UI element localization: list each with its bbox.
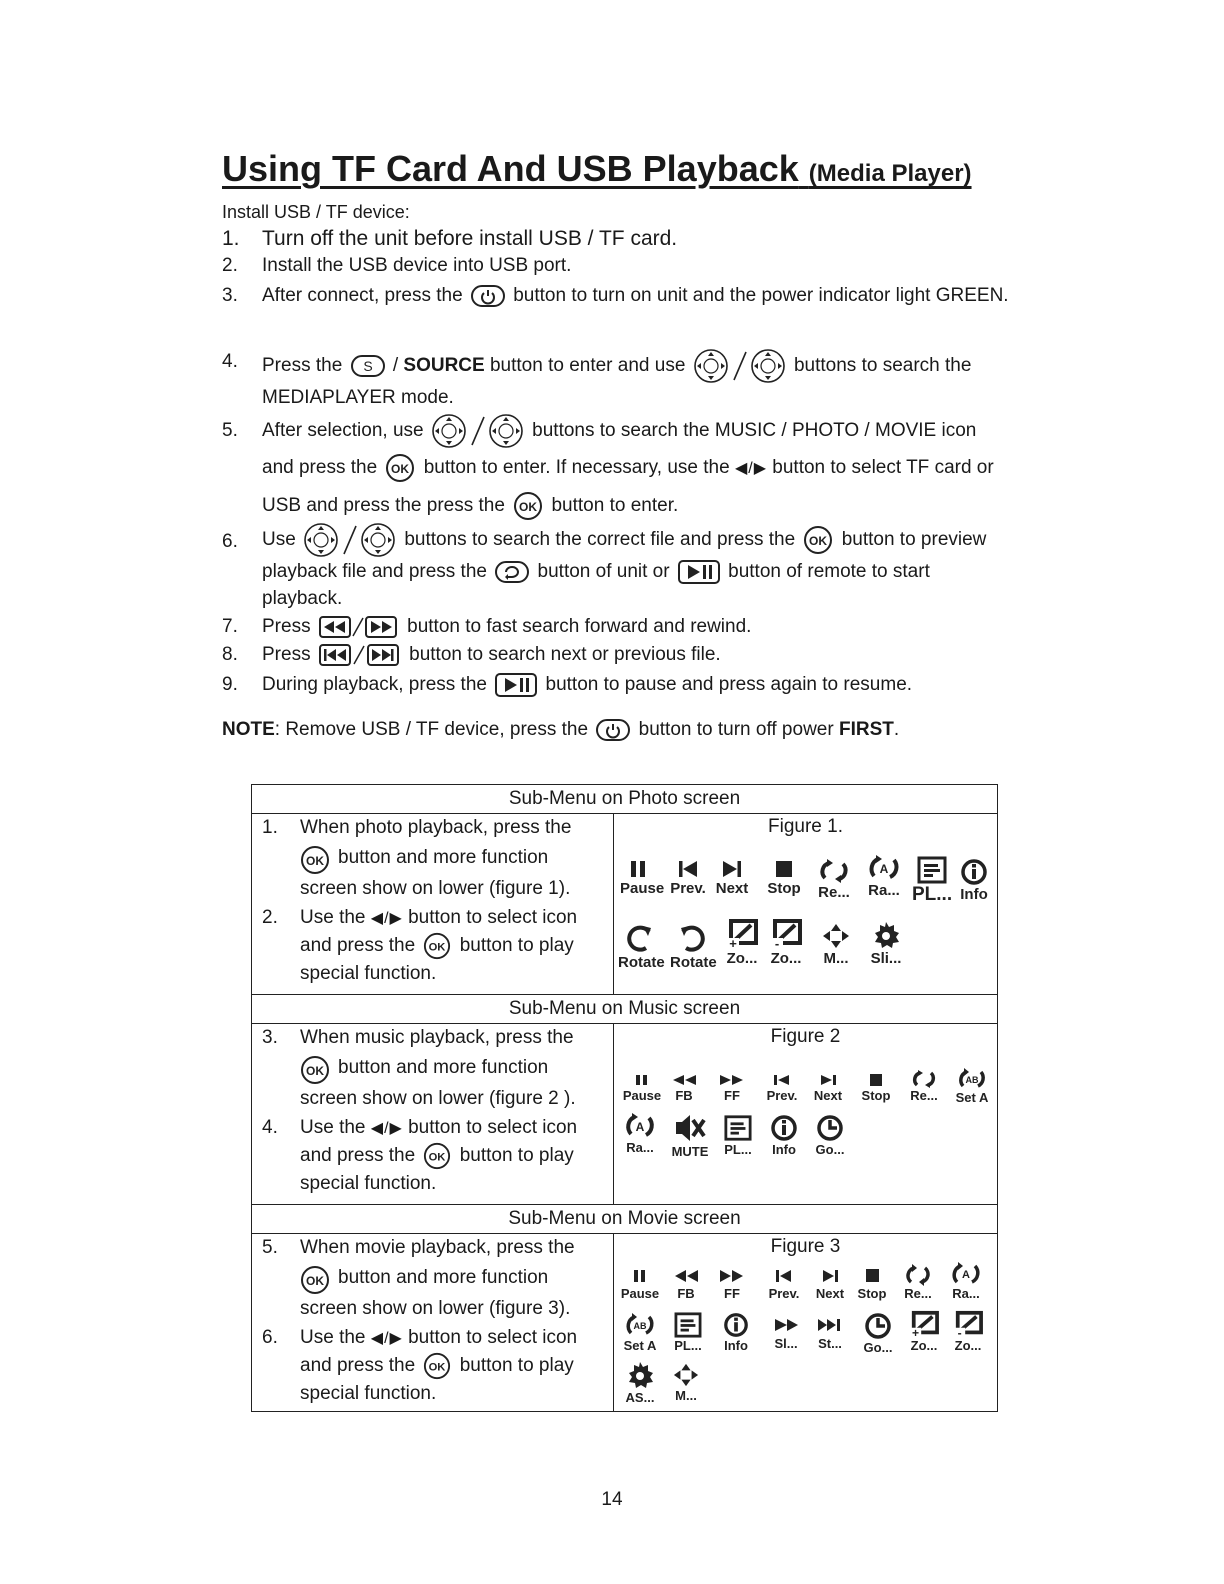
zoom-out-icon: - Zo... xyxy=(766,918,806,967)
svg-text:A: A xyxy=(962,1269,970,1281)
step-7: 7. Press button to fast search forward and rewind. xyxy=(222,616,752,637)
set-ab-repeat-icon: AB Set A xyxy=(950,1068,994,1105)
navigation-pad-icon xyxy=(694,348,786,384)
svg-text:OK: OK xyxy=(519,499,538,514)
music-submenu-header: Sub-Menu on Music screen xyxy=(252,995,997,1024)
movie-item-5: 5. When movie playback, press the OK button and more function screen show on lower (figure 3). xyxy=(262,1237,575,1319)
music-item-4: 4. Use the ◀/▶ button to select icon and press the OK button to play special function. xyxy=(262,1117,578,1194)
repeat-icon: Re... xyxy=(898,1264,938,1301)
playlist-icon: PL... xyxy=(718,1114,758,1157)
ok-button-icon xyxy=(300,845,330,875)
zoom-out-icon: - Zo... xyxy=(948,1310,988,1353)
svg-text:OK: OK xyxy=(429,1361,446,1374)
svg-text:OK: OK xyxy=(429,1151,446,1164)
music-item-3: 3. When music playback, press the OK button and more function screen show on lower (figure 2 ). xyxy=(262,1027,576,1109)
info-icon: Info xyxy=(956,858,992,903)
movie-item-6: 6. Use the ◀/▶ button to select icon and press the OK button to play special function. xyxy=(262,1327,578,1404)
step-forward-icon: St... xyxy=(810,1314,850,1351)
previous-icon: Prev. xyxy=(762,1072,802,1103)
previous-icon: Prev. xyxy=(670,858,706,897)
play-pause-button-icon xyxy=(678,560,720,584)
power-button-icon xyxy=(471,285,505,307)
photo-item-1: 1. When photo playback, press the OK button and more function screen show on lower (figure 1). xyxy=(262,817,572,899)
step-8: 8. Press button to search next or previous file. xyxy=(222,644,721,665)
source-s-button-icon xyxy=(351,355,385,377)
navigation-pad-icon xyxy=(432,413,524,449)
figure-1 xyxy=(614,814,997,994)
svg-text:+: + xyxy=(729,936,737,950)
ok-button-icon xyxy=(423,1352,451,1380)
page-number: 14 xyxy=(601,1489,623,1510)
enter-return-button-icon xyxy=(495,561,529,583)
left-right-arrows-icon: ◀/▶ xyxy=(734,460,767,477)
figure-3-title: Figure 3 xyxy=(770,1236,841,1257)
step-2: 2. Install the USB device into USB port. xyxy=(222,255,572,276)
figure-1-title: Figure 1. xyxy=(768,816,843,837)
step-5: 5. After selection, use buttons to search the MUSIC / PHOTO / MOVIE icon and press the OK button to enter. If necessary, use the ◀/▶ button to select TF card or USB and press the press the OK button to enter. xyxy=(222,412,1012,524)
photo-submenu-row xyxy=(252,814,997,995)
svg-text:-: - xyxy=(957,1326,962,1338)
ok-button-icon xyxy=(423,932,451,960)
svg-text:OK: OK xyxy=(391,461,410,476)
play-pause-button-icon xyxy=(495,673,537,697)
goto-time-icon: Go... xyxy=(858,1312,898,1355)
stop-icon: Stop xyxy=(766,858,802,897)
rewind-forward-buttons-icon xyxy=(319,616,399,638)
prev-next-buttons-icon xyxy=(319,644,401,666)
random-icon: A Ra... xyxy=(946,1262,986,1301)
next-icon: Next xyxy=(808,1072,848,1103)
fast-forward-icon: FF xyxy=(714,1266,750,1301)
pause-icon: Pause xyxy=(622,1072,662,1103)
zoom-in-icon: + Zo... xyxy=(722,918,762,967)
ok-button-icon xyxy=(300,1055,330,1085)
fast-forward-icon: FF xyxy=(714,1072,750,1103)
playlist-icon: PL... xyxy=(912,856,952,906)
step-9: 9. During playback, press the button to pause and press again to resume. xyxy=(222,674,913,695)
move-icon: M... xyxy=(818,922,854,967)
move-icon: M... xyxy=(668,1362,704,1403)
photo-submenu-header: Sub-Menu on Photo screen xyxy=(252,785,997,814)
step-4: 4. Press the S / SOURCE button to enter and use buttons to search the MEDIAPLAYER mode. xyxy=(222,348,1012,411)
step-1: 1. Turn off the unit before install USB / TF card. xyxy=(222,227,678,250)
navigation-pad-icon xyxy=(304,522,396,558)
mute-icon: MUTE xyxy=(670,1112,710,1159)
svg-text:AB: AB xyxy=(633,1321,647,1331)
slow-forward-icon: Sl... xyxy=(766,1314,806,1351)
svg-text:OK: OK xyxy=(809,534,828,548)
ok-button-icon xyxy=(300,1265,330,1295)
previous-icon: Prev. xyxy=(764,1266,804,1301)
svg-text:A: A xyxy=(635,1120,645,1134)
svg-text:OK: OK xyxy=(306,1064,324,1078)
submenu-table xyxy=(251,784,998,1412)
set-ab-repeat-icon: AB Set A xyxy=(620,1312,660,1353)
movie-submenu-row xyxy=(252,1234,997,1411)
page-subtitle: (Media Player) xyxy=(808,160,972,187)
left-right-arrows-icon: ◀/▶ xyxy=(370,1330,403,1347)
ok-button-icon xyxy=(423,1142,451,1170)
svg-text:OK: OK xyxy=(306,1274,324,1288)
zoom-in-icon: + Zo... xyxy=(904,1310,944,1353)
left-right-arrows-icon: ◀/▶ xyxy=(370,910,403,927)
step-6: 6. Use buttons to search the correct file and press the OK button to preview playback file and press the button of unit or button of remote to start playback. xyxy=(222,522,1012,612)
ok-button-icon xyxy=(513,491,543,521)
next-icon: Next xyxy=(714,858,750,897)
playlist-icon: PL... xyxy=(670,1312,706,1353)
movie-submenu-header: Sub-Menu on Movie screen xyxy=(252,1205,997,1234)
fast-backward-icon: FB xyxy=(668,1266,704,1301)
rotate-left-icon: Rotate xyxy=(618,922,662,971)
pause-icon: Pause xyxy=(620,1266,660,1301)
repeat-icon: Re... xyxy=(904,1070,944,1103)
info-icon: Info xyxy=(764,1114,804,1157)
figure-2-title: Figure 2 xyxy=(770,1026,841,1047)
svg-text:A: A xyxy=(879,862,889,876)
repeat-icon: Re... xyxy=(814,858,854,901)
slideshow-settings-icon: Sli... xyxy=(866,920,906,967)
page-title: Using TF Card And USB Playback (Media Player) xyxy=(222,148,972,189)
figure-3 xyxy=(614,1234,997,1411)
svg-text:OK: OK xyxy=(306,854,324,868)
photo-item-2: 2. Use the ◀/▶ button to select icon and press the OK button to play special function. xyxy=(262,907,578,984)
goto-time-icon: Go... xyxy=(810,1114,850,1157)
svg-text:S: S xyxy=(362,358,373,374)
random-icon: A Ra... xyxy=(862,854,906,899)
info-icon: Info xyxy=(716,1312,756,1353)
next-icon: Next xyxy=(810,1266,850,1301)
power-button-icon xyxy=(596,719,630,741)
step-3: 3. After connect, press the button to turn on unit and the power indicator light GREEN. xyxy=(222,285,1009,306)
ok-button-icon xyxy=(385,453,415,483)
intro-text: Install USB / TF device: xyxy=(222,202,410,222)
rotate-right-icon: Rotate xyxy=(670,922,714,971)
stop-icon: Stop xyxy=(854,1266,890,1301)
music-submenu-row xyxy=(252,1024,997,1205)
ok-button-icon xyxy=(803,525,833,555)
svg-text:-: - xyxy=(774,936,780,950)
left-right-arrows-icon: ◀/▶ xyxy=(370,1120,403,1137)
note-text: NOTE: Remove USB / TF device, press the button to turn off power FIRST. xyxy=(222,719,900,740)
svg-text:OK: OK xyxy=(429,941,446,954)
aspect-settings-icon: AS... xyxy=(620,1360,660,1405)
figure-2 xyxy=(614,1024,997,1204)
pause-icon: Pause xyxy=(620,858,656,897)
svg-text:AB: AB xyxy=(965,1075,979,1085)
random-icon: A Ra... xyxy=(620,1112,660,1155)
svg-text:+: + xyxy=(912,1326,920,1338)
stop-icon: Stop xyxy=(858,1072,894,1103)
fast-backward-icon: FB xyxy=(666,1072,702,1103)
